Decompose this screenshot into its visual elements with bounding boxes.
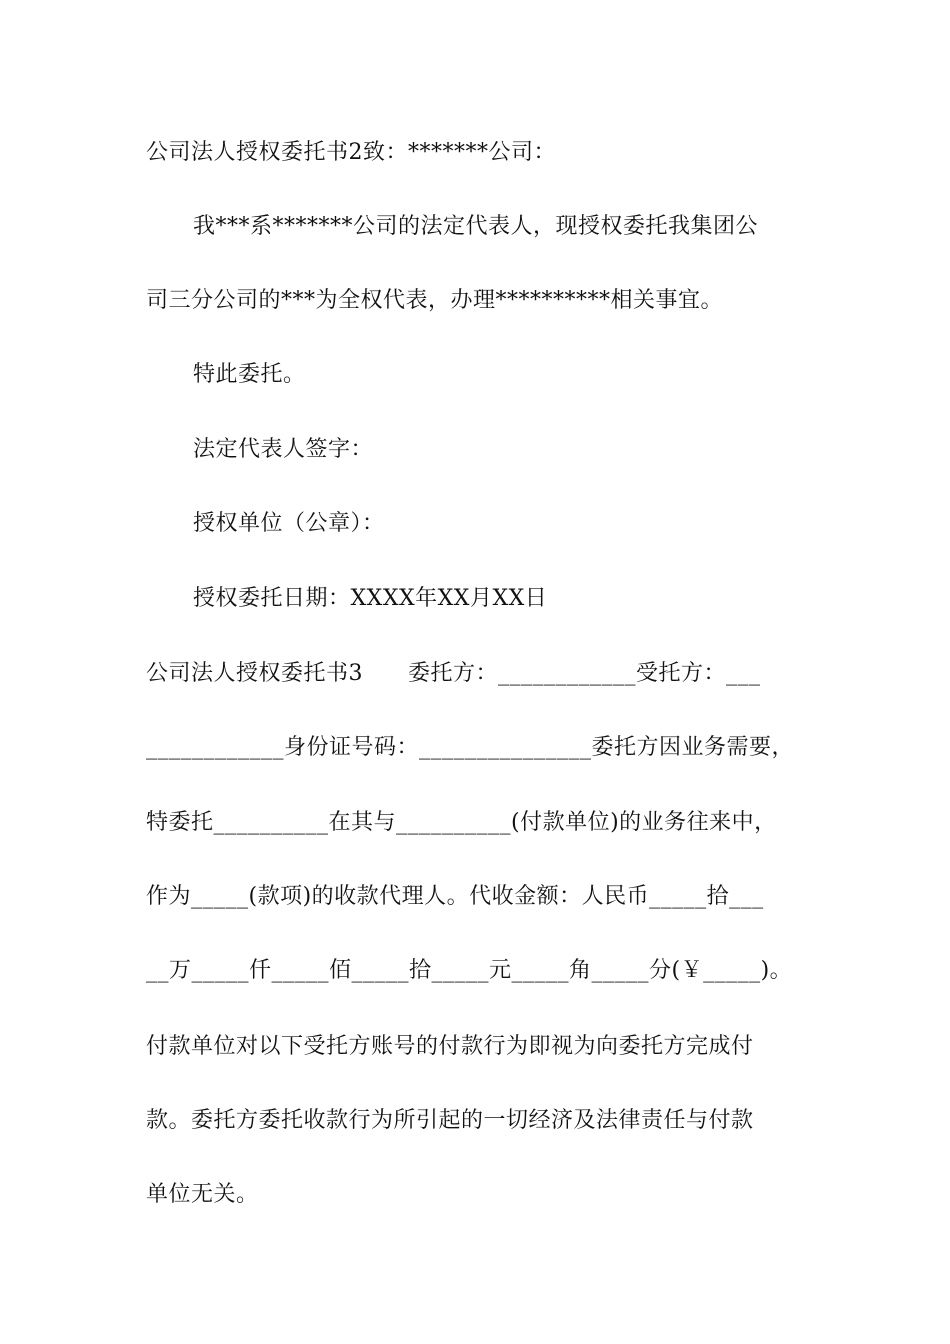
doc-line-14: 款。委托方委托收款行为所引起的一切经济及法律责任与付款	[146, 1108, 754, 1133]
doc-line-1: 公司法人授权委托书2致：*******公司：	[146, 140, 556, 165]
doc-line-12: __万_____仟_____佰_____拾_____元_____角_____分(￥_____)。	[146, 958, 793, 983]
doc-line-5: 法定代表人签字：	[193, 437, 374, 462]
doc-line-2: 我***系*******公司的法定代表人，现授权委托我集团公	[193, 214, 759, 239]
doc-line-6: 授权单位（公章）：	[193, 511, 385, 536]
doc-line-8: 公司法人授权委托书3 委托方：____________受托方：___	[146, 661, 761, 686]
doc-line-13: 付款单位对以下受托方账号的付款行为即视为向委托方完成付	[146, 1034, 754, 1059]
doc-line-15: 单位无关。	[146, 1182, 259, 1207]
doc-line-3: 司三分公司的***为全权代表，办理**********相关事宜。	[146, 288, 724, 313]
doc-line-4: 特此委托。	[193, 362, 306, 387]
doc-line-10: 特委托__________在其与__________(付款单位)的业务往来中，	[146, 810, 777, 835]
doc-line-9: ____________身份证号码：_______________委托方因业务需要，	[146, 735, 795, 760]
doc-line-7: 授权委托日期：XXXX年XX月XX日	[193, 586, 548, 611]
doc-line-11: 作为_____(款项)的收款代理人。代收金额：人民币_____拾___	[146, 884, 764, 909]
